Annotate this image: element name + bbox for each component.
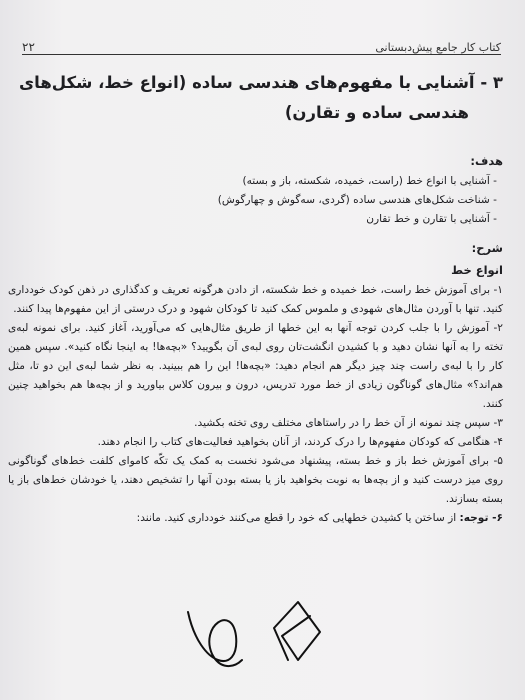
goal-heading: هدف: <box>470 154 503 168</box>
section-title-line-2: هندسی ساده و تقارن) <box>284 103 469 122</box>
note-paragraph <box>8 509 503 528</box>
self-intersecting-lines-illustration <box>170 588 340 678</box>
note-label: ۶- توجه: <box>459 512 503 524</box>
paragraph: ۱- برای آموزش خط راست، خط خمیده و خط شکسته، از دادن هرگونه تعریف و کدگذاری در ذهن کودک خودداری کنید. تنها با آوردن مثال‌های شهودی و ملموس کمک کنید تا کودکان شهود و درک درستی از این مفهوم‌ها پیدا کنند. <box>8 284 503 315</box>
running-header <box>22 26 501 54</box>
goal-item: - شناخت شکل‌های هندسی ساده (گردی، سه‌گوش و چهارگوش) <box>217 194 497 206</box>
goal-item: - آشنایی با انواع خط (راست، خمیده، شکسته، باز و بسته) <box>242 175 497 187</box>
spacer <box>8 229 503 237</box>
page-content <box>8 150 503 528</box>
page-number: ۲۲ <box>22 40 35 54</box>
section-title <box>16 68 503 128</box>
section-title-line-1: ۳ - آشنایی با مفهوم‌های هندسی ساده (انواع خط، شکل‌های <box>19 73 503 92</box>
goal-item: - آشنایی با تقارن و خط تقارن <box>366 213 497 225</box>
book-title: کتاب کار جامع پیش‌دبستانی <box>375 41 501 54</box>
paragraph: ۲- آموزش را با جلب کردن توجه آنها به این خطها از طریق مثال‌هایی که می‌آورید، آغاز کنید. برای نمونه لبه‌ی تخته را به آنها نشان دهید و با کشیدن انگشت‌تان روی لبه‌ی آن بگویید؟ «بچه‌ها! به اینجا نگاه کنید». سپس همین کار را با لبه‌ی راست چند چیز دیگر هم انجام دهید: «بچه‌ها! این را هم ببینید. به نظر شما لبه‌ی این دو تا، مثل هم‌اند؟» مثال‌های گوناگون زیادی از خط مورد تدریس، درون و بیرون کلاس بیاورید و از بچه‌ها هم بخواهید چنین کنند. <box>8 322 503 410</box>
line-types-subheading: انواع خط <box>451 263 503 277</box>
paragraph: ۳- سپس چند نمونه از آن خط را در راستاهای مختلف روی تخته بکشید. <box>194 417 503 429</box>
note-text: از ساختن یا کشیدن خطهایی که خود را قطع می‌کنند خودداری کنید. مانند: <box>136 512 457 524</box>
paragraph: ۵- برای آموزش خط باز و خط بسته، پیشنهاد می‌شود نخست به کمک یک تکّه کاموای کلفت خط‌های گوناگونی روی میز درست کنید و از بچه‌ها به نوبت بخواهید باز یا بسته بودن آنها را تشخیص دهند، یا خودشان خط‌های باز یا بسته بسازند. <box>8 455 503 505</box>
header-rule <box>22 54 501 55</box>
self-intersecting-crossed-shape <box>274 602 320 660</box>
self-intersecting-loop-curve <box>188 612 242 666</box>
paragraph: ۴- هنگامی که کودکان مفهوم‌ها را درک کردند، از آنان بخواهید فعالیت‌های کتاب را انجام دهند. <box>97 436 503 448</box>
description-heading: شرح: <box>471 241 503 255</box>
